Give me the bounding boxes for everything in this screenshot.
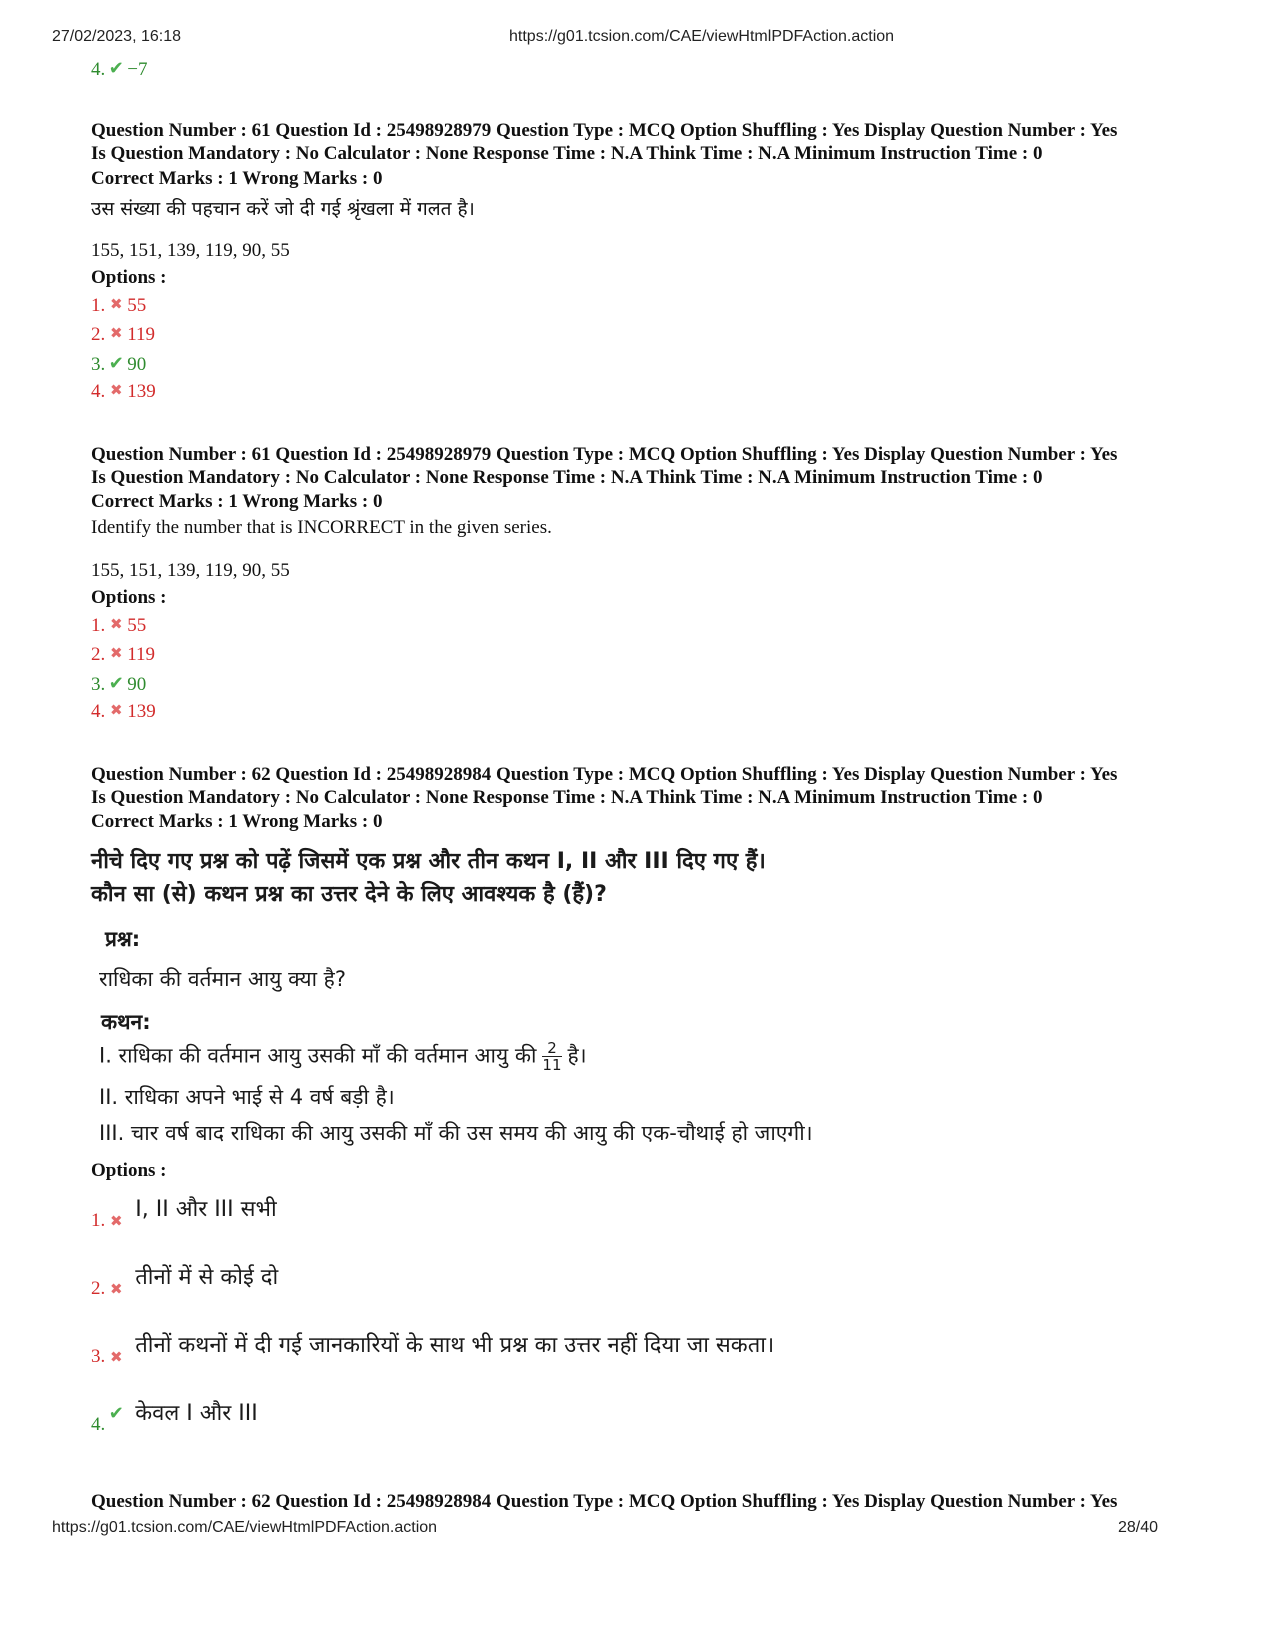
options-label: Options :: [91, 1160, 167, 1181]
cross-icon: ✖: [109, 383, 123, 399]
option-4: 4. ✖ 139: [91, 701, 156, 722]
statement-2: II. राधिका अपने भाई से 4 वर्ष बड़ी है।: [99, 1085, 395, 1109]
check-icon: ✔: [108, 58, 124, 78]
question-image-text: [91, 845, 766, 911]
option-3: 3. ✔ 90: [91, 353, 147, 375]
cross-icon: ✖: [109, 1214, 123, 1230]
option-2: 2. ✖ तीनों में से कोई दो: [91, 1265, 279, 1299]
question-label: प्रश्न:: [105, 927, 141, 951]
question-meta: Question Number : 61 Question Id : 25498928979 Question Type : MCQ Option Shuffling : Yes Display Question Number : Yes Is Question Mandatory : No Calculator : None Response Time : N.A Think Time : N.A Minimum Instruction Time : 0: [91, 120, 1118, 164]
question-series: 155, 151, 139, 119, 90, 55: [91, 240, 290, 261]
header-url: https://g01.tcsion.com/CAE/viewHtmlPDFAction.action: [509, 28, 895, 45]
option-4: 4.✔ केवल I और III: [91, 1401, 258, 1435]
option-1: 1. ✖ 55: [91, 295, 147, 316]
question-sentence: राधिका की वर्तमान आयु क्या है?: [99, 967, 346, 991]
check-icon: ✔: [108, 673, 124, 693]
cross-icon: ✖: [109, 1282, 123, 1298]
header-datetime: 27/02/2023, 16:18: [52, 28, 182, 45]
statements-label: कथन:: [101, 1010, 151, 1034]
question-meta: Question Number : 62 Question Id : 25498928984 Question Type : MCQ Option Shuffling : Yes Display Question Number : Yes Is Question Mandatory : No Calculator : None Response Time : N.A Think Time : N.A Minimum Instruction Time : 0: [91, 764, 1118, 808]
statement-1: I. राधिका की वर्तमान आयु उसकी माँ की वर्तमान आयु की $\frac{2}{11}$ है।: [99, 1039, 587, 1074]
question-intro-1: नीचे दिए गए प्रश्न को पढ़ें जिसमें एक प्रश्न और तीन कथन I, II और III दिए गए हैं।: [91, 849, 766, 874]
question-text: उस संख्या की पहचान करें जो दी गई श्रृंखला में गलत है।: [91, 198, 475, 220]
option-3: 3. ✔ 90: [91, 673, 147, 695]
option-4: 4. ✖ 139: [91, 381, 156, 402]
cross-icon: ✖: [109, 326, 123, 342]
cross-icon: ✖: [109, 703, 123, 719]
question-text: Identify the number that is INCORRECT in the given series.: [91, 517, 552, 538]
cross-icon: ✖: [109, 617, 123, 633]
cross-icon: ✖: [109, 646, 123, 662]
question-marks: Correct Marks : 1 Wrong Marks : 0: [91, 811, 383, 832]
question-series: 155, 151, 139, 119, 90, 55: [91, 560, 290, 581]
page-number: 28/40: [1118, 1519, 1159, 1536]
option-2: 2. ✖ 119: [91, 644, 156, 665]
question-meta: Question Number : 61 Question Id : 25498928979 Question Type : MCQ Option Shuffling : Yes Display Question Number : Yes Is Question Mandatory : No Calculator : None Response Time : N.A Think Time : N.A Minimum Instruction Time : 0: [91, 444, 1118, 488]
question-marks: Correct Marks : 1 Wrong Marks : 0: [91, 491, 383, 512]
cross-icon: ✖: [109, 297, 123, 313]
footer-url: https://g01.tcsion.com/CAE/viewHtmlPDFAction.action: [52, 1519, 438, 1536]
fraction: $\frac{2}{11}$: [542, 1039, 562, 1074]
options-label: Options :: [91, 267, 167, 288]
cross-icon: ✖: [109, 1350, 123, 1366]
question-meta: Question Number : 62 Question Id : 25498928984 Question Type : MCQ Option Shuffling : Yes Display Question Number : Yes: [91, 1491, 1118, 1512]
options-label: Options :: [91, 587, 167, 608]
option-1: 1. ✖ I, II और III सभी: [91, 1197, 277, 1231]
check-icon: ✔: [108, 353, 124, 373]
check-icon: ✔: [108, 1403, 124, 1423]
question-marks: Correct Marks : 1 Wrong Marks : 0: [91, 168, 383, 189]
question-intro-2: कौन सा (से) कथन प्रश्न का उत्तर देने के लिए आवश्यक है (हैं)?: [91, 882, 607, 907]
option-1: 1. ✖ 55: [91, 615, 147, 636]
option-2: 2. ✖ 119: [91, 324, 156, 345]
prev-option: 4. ✔ −7: [91, 58, 148, 80]
option-3: 3. ✖ तीनों कथनों में दी गई जानकारियों के साथ भी प्रश्न का उत्तर नहीं दिया जा सकता।: [91, 1333, 775, 1367]
statement-3: III. चार वर्ष बाद राधिका की आयु उसकी माँ की उस समय की आयु की एक-चौथाई हो जाएगी।: [99, 1121, 813, 1145]
